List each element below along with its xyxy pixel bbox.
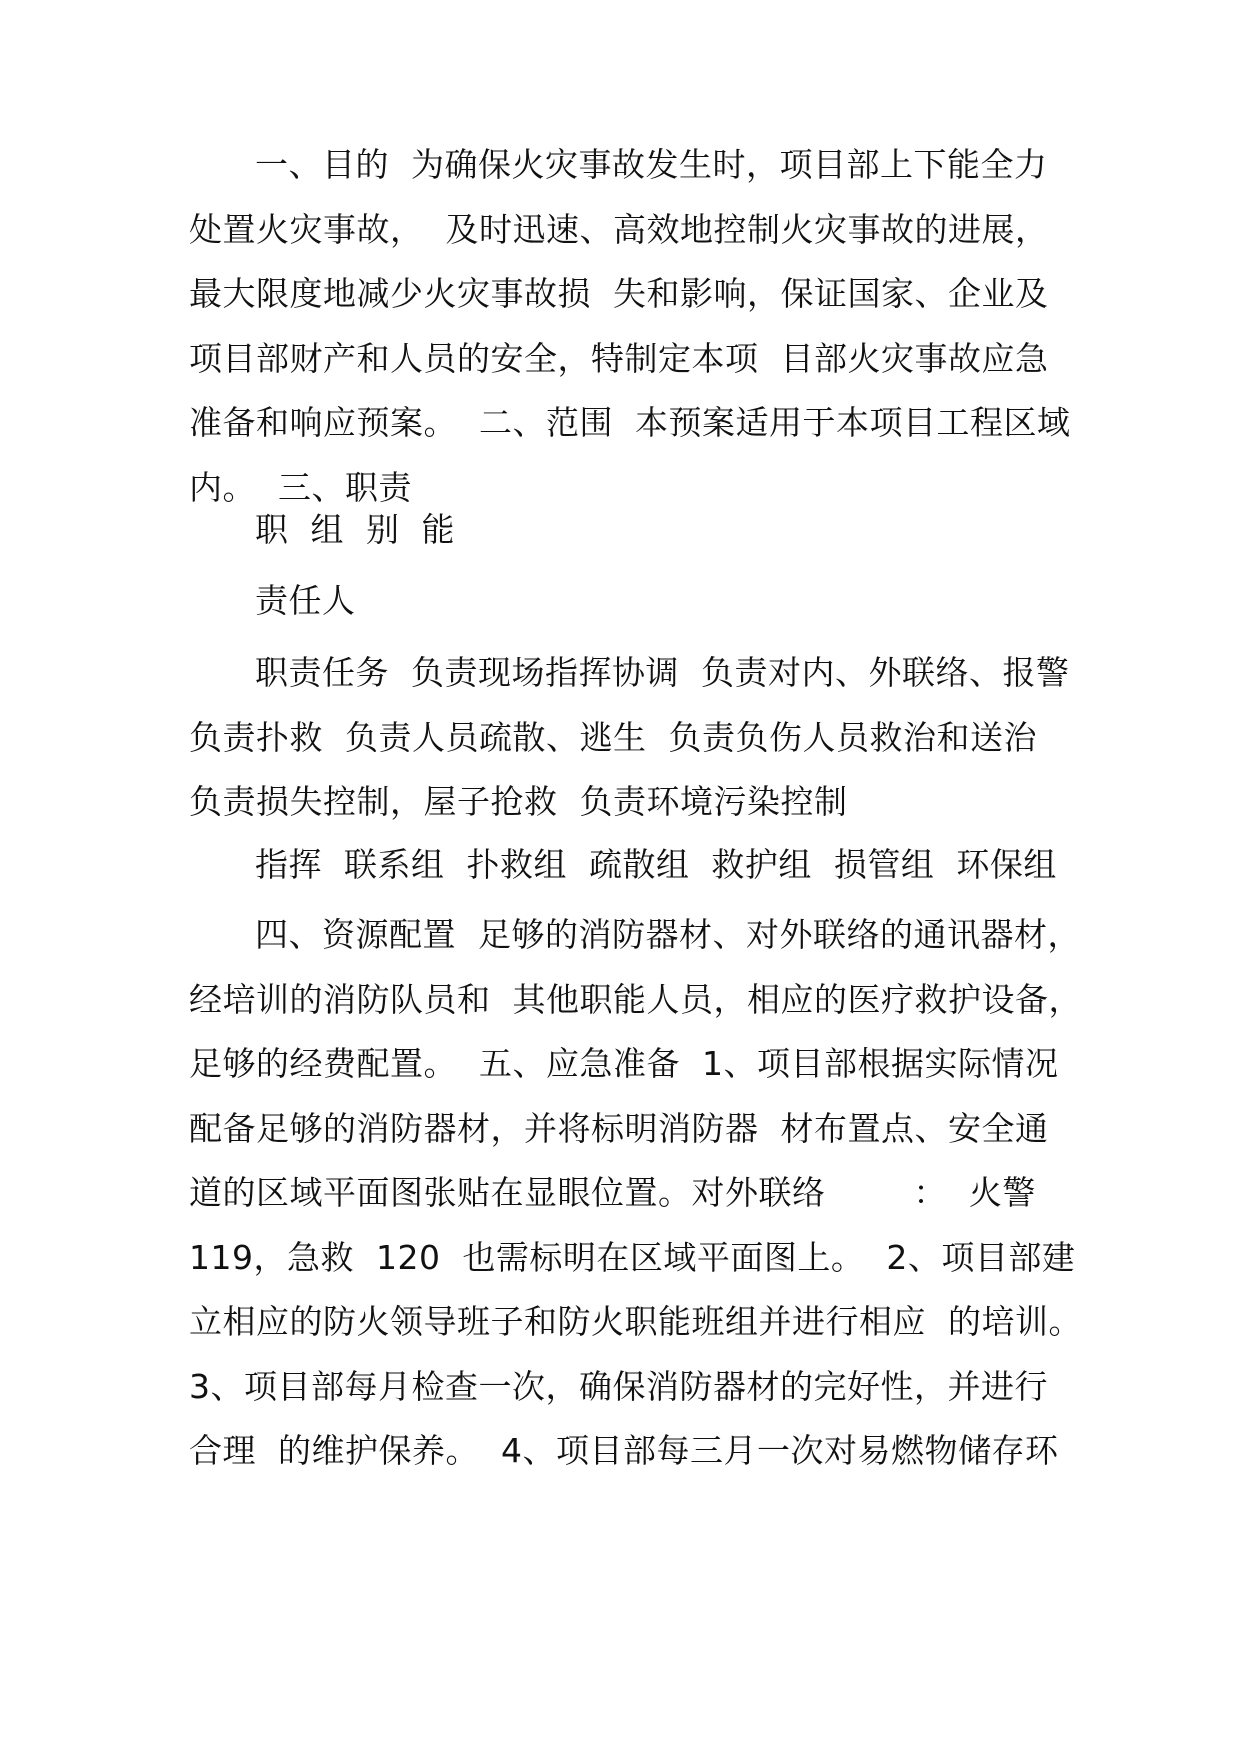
- text-line: 道的区域平面图张贴在显眼位置。对外联络 ： 火警: [189, 1173, 1036, 1212]
- paragraph-responsible-person: [189, 566, 1059, 636]
- text-line: 最大限度地减少火灾事故损 失和影响，保证国家、企业及: [189, 274, 1049, 313]
- paragraph-groups: [189, 830, 1059, 900]
- text-line: 项目部财产和人员的安全，特制定本项 目部火灾事故应急: [189, 338, 1049, 378]
- text-line: 内。 三、职责: [189, 467, 412, 507]
- paragraph-purpose-scope-duties: [189, 133, 1071, 520]
- text-line: 立相应的防火领导班子和防火职能班组并进行相应 的培训。: [189, 1302, 1082, 1341]
- text-line: 经培训的消防队员和 其他职能人员，相应的医疗救护设备，: [189, 979, 1082, 1019]
- text-line: 四、资源配置 足够的消防器材、对外联络的通讯器材，: [255, 915, 1081, 954]
- paragraph-resources-preparation: [189, 903, 1082, 1484]
- text-line: 合理 的维护保养。 4、项目部每三月一次对易燃物储存环: [189, 1431, 1059, 1470]
- text-line: 足够的经费配置。 五、应急准备 1、项目部根据实际情况: [189, 1044, 1059, 1083]
- text-line: 负责扑救 负责人员疏散、逃生 负责负伤人员救治和送治: [189, 717, 1037, 757]
- text-line: 准备和响应预案。 二、范围 本预案适用于本项目工程区域: [189, 403, 1071, 442]
- text-line: 119，急救 120 也需标明在区域平面图上。 2、项目部建: [189, 1237, 1076, 1277]
- text-line: 处置火灾事故， 及时迅速、高效地控制火灾事故的进展，: [189, 209, 1049, 249]
- text-line: 配备足够的消防器材，并将标明消防器 材布置点、安全通: [189, 1108, 1049, 1148]
- text-line: 职 组 别 能: [255, 510, 455, 549]
- text-line: 责任人: [255, 581, 356, 620]
- text-line: 一、目的 为确保火灾事故发生时，项目部上下能全力: [255, 145, 1048, 184]
- text-line: 负责损失控制，屋子抢救 负责环境污染控制: [189, 782, 848, 821]
- text-line: 职责任务 负责现场指挥协调 负责对内、外联络、报警: [255, 653, 1070, 692]
- text-line: 3、项目部每月检查一次，确保消防器材的完好性，并进行: [189, 1366, 1048, 1406]
- paragraph-duty-tasks: [189, 641, 1070, 835]
- paragraph-function-header: [189, 495, 1059, 565]
- text-line: 指挥 联系组 扑救组 疏散组 救护组 损管组 环保组: [255, 845, 1057, 884]
